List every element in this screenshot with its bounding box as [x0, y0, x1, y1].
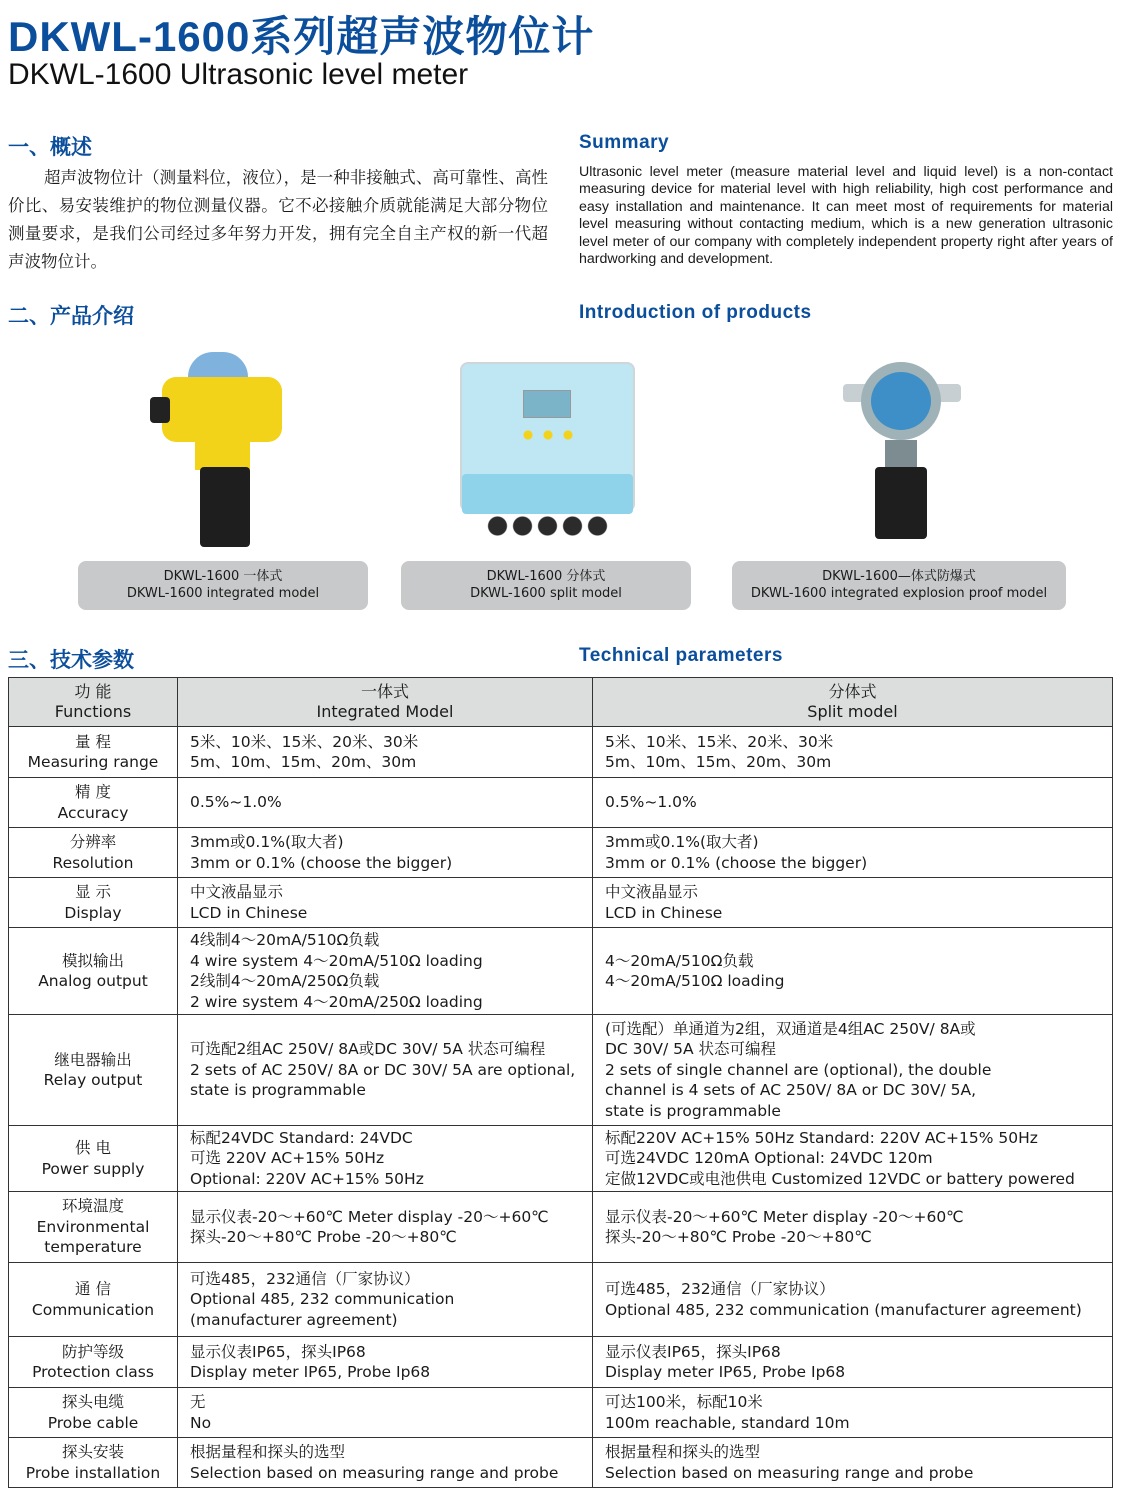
split-cell: 可选485，232通信（厂家协议） Optional 485, 232 communication (manufacturer agreement) — [593, 1263, 1113, 1337]
function-cell: 继电器输出 Relay output — [9, 1015, 178, 1126]
table-row — [9, 928, 1113, 1015]
column-header-split: 分体式 Split model — [593, 678, 1113, 727]
integrated-cell: 可选配2组AC 250V/ 8A或DC 30V/ 5A 状态可编程 2 sets of AC 250V/ 8A or DC 30V/ 5A are optional, state is programmable — [178, 1015, 593, 1126]
summary-heading-cn: 一、概述 — [8, 135, 92, 159]
integrated-cell: 5米、10米、15米、20米、30米 5m、10m、15m、20m、30m — [178, 727, 593, 778]
split-cell: 4～20mA/510Ω负载 4～20mA/510Ω loading — [593, 928, 1113, 1015]
table-row — [9, 878, 1113, 928]
product-image-explosion-proof — [843, 362, 961, 540]
products-heading-en: Introduction of products — [579, 302, 812, 323]
integrated-cell: 4线制4～20mA/510Ω负载 4 wire system 4～20mA/510Ω loading 2线制4～20mA/250Ω负载 2 wire system 4～20mA/250Ω loading — [178, 928, 593, 1015]
table-row — [9, 1438, 1113, 1488]
table-row — [9, 828, 1113, 878]
table-row — [9, 1263, 1113, 1337]
table-row — [9, 727, 1113, 778]
product-image-split — [460, 362, 635, 540]
table-row — [9, 1015, 1113, 1126]
product-caption-integrated: DKWL-1600 一体式 DKWL-1600 integrated model — [78, 561, 368, 610]
column-header-integrated: 一体式 Integrated Model — [178, 678, 593, 727]
technical-parameters-table — [8, 677, 1113, 1488]
table-row — [9, 1126, 1113, 1192]
function-cell: 供 电 Power supply — [9, 1126, 178, 1192]
integrated-cell: 根据量程和探头的选型 Selection based on measuring range and probe — [178, 1438, 593, 1488]
summary-heading-en: Summary — [579, 132, 670, 153]
split-cell: 0.5%~1.0% — [593, 778, 1113, 828]
product-caption-explosion-proof: DKWL-1600—体式防爆式 DKWL-1600 integrated explosion proof model — [732, 561, 1066, 610]
split-cell: 根据量程和探头的选型 Selection based on measuring range and probe — [593, 1438, 1113, 1488]
integrated-cell: 标配24VDC Standard: 24VDC 可选 220V AC+15% 50Hz Optional: 220V AC+15% 50Hz — [178, 1126, 593, 1192]
split-cell: 显示仪表-20～+60℃ Meter display -20～+60℃ 探头-20～+80℃ Probe -20～+80℃ — [593, 1192, 1113, 1263]
table-row — [9, 1192, 1113, 1263]
page-subtitle: DKWL-1600 Ultrasonic level meter — [8, 58, 469, 91]
table-row — [9, 1337, 1113, 1388]
product-caption-split: DKWL-1600 分体式 DKWL-1600 split model — [401, 561, 691, 610]
function-cell: 防护等级 Protection class — [9, 1337, 178, 1388]
function-cell: 探头安装 Probe installation — [9, 1438, 178, 1488]
split-cell: 5米、10米、15米、20米、30米 5m、10m、15m、20m、30m — [593, 727, 1113, 778]
table-row — [9, 1388, 1113, 1438]
summary-text-en: Ultrasonic level meter (measure material level and liquid level) is a non-contact measuring device for material level with high reliability, high cost performance and easy installation and maintenance. It can meet most of requirements for material level measuring without contacting medium, which is a new generation ultrasonic level meter of our company with completely independent property right after years of hardworking and development. — [579, 164, 1113, 268]
params-heading-cn: 三、技术参数 — [8, 648, 134, 672]
params-heading-en: Technical parameters — [579, 645, 783, 666]
integrated-cell: 0.5%~1.0% — [178, 778, 593, 828]
split-cell: 3mm或0.1%(取大者) 3mm or 0.1% (choose the bigger) — [593, 828, 1113, 878]
function-cell: 量 程 Measuring range — [9, 727, 178, 778]
table-header-row — [9, 678, 1113, 727]
function-cell: 模拟输出 Analog output — [9, 928, 178, 1015]
products-heading-cn: 二、产品介绍 — [8, 304, 134, 328]
split-cell: 显示仪表IP65，探头IP68 Display meter IP65, Probe Ip68 — [593, 1337, 1113, 1388]
function-cell: 分辨率 Resolution — [9, 828, 178, 878]
page-title: DKWL-1600系列超声波物位计 — [8, 13, 595, 60]
function-cell: 精 度 Accuracy — [9, 778, 178, 828]
integrated-cell: 可选485，232通信（厂家协议） Optional 485, 232 communication (manufacturer agreement) — [178, 1263, 593, 1337]
integrated-cell: 显示仪表IP65，探头IP68 Display meter IP65, Probe Ip68 — [178, 1337, 593, 1388]
column-header-functions: 功 能 Functions — [9, 678, 178, 727]
integrated-cell: 3mm或0.1%(取大者) 3mm or 0.1% (choose the bigger) — [178, 828, 593, 878]
integrated-cell: 中文液晶显示 LCD in Chinese — [178, 878, 593, 928]
split-cell: 标配220V AC+15% 50Hz Standard: 220V AC+15% 50Hz 可选24VDC 120mA Optional: 24VDC 120m 定做12VDC或电池供电 Customized 12VDC or battery powered — [593, 1126, 1113, 1192]
function-cell: 探头电缆 Probe cable — [9, 1388, 178, 1438]
split-cell: (可选配）单通道为2组，双通道是4组AC 250V/ 8A或 DC 30V/ 5A 状态可编程 2 sets of single channel are (optional), the double channel is 4 sets of AC 250V/ 8A or DC 30V/ 5A, state is programmable — [593, 1015, 1113, 1126]
table-row — [9, 778, 1113, 828]
function-cell: 显 示 Display — [9, 878, 178, 928]
integrated-cell: 无 No — [178, 1388, 593, 1438]
split-cell: 可达100米，标配10米 100m reachable, standard 10m — [593, 1388, 1113, 1438]
function-cell: 通 信 Communication — [9, 1263, 178, 1337]
function-cell: 环境温度 Environmental temperature — [9, 1192, 178, 1263]
product-image-integrated — [150, 352, 295, 547]
summary-text-cn: 超声波物位计（测量料位，液位），是一种非接触式、高可靠性、高性价比、易安装维护的物位测量仪器。它不必接触介质就能满足大部分物位测量要求，是我们公司经过多年努力开发，拥有完全自主产权的新一代超声波物位计。 — [8, 168, 548, 271]
integrated-cell: 显示仪表-20～+60℃ Meter display -20～+60℃ 探头-20～+80℃ Probe -20～+80℃ — [178, 1192, 593, 1263]
split-cell: 中文液晶显示 LCD in Chinese — [593, 878, 1113, 928]
